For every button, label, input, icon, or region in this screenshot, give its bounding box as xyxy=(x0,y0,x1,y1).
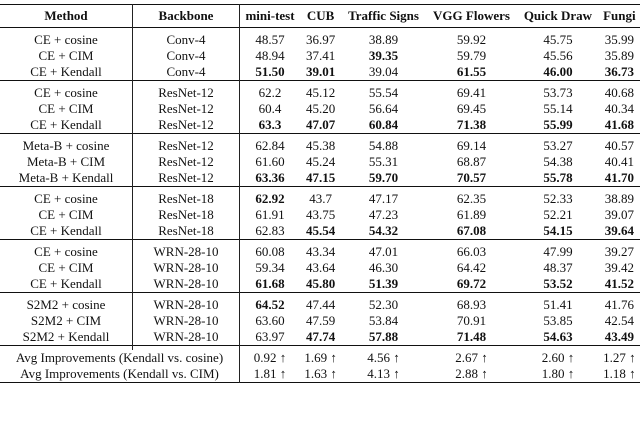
value-cell: 51.41 xyxy=(543,297,573,312)
header-col-traffic-signs: Traffic Signs xyxy=(348,8,419,23)
value-cell: 47.59 xyxy=(306,313,336,328)
value-cell: 45.56 xyxy=(543,48,573,63)
backbone-cell: ResNet-18 xyxy=(133,223,240,240)
header-col-fungi: Fungi xyxy=(603,8,636,23)
value-cell: 61.91 xyxy=(240,207,301,223)
value-cell: 43.49 xyxy=(604,329,634,344)
backbone-cell: ResNet-12 xyxy=(133,117,240,134)
value-cell: 61.68 xyxy=(240,276,301,293)
value-cell: 40.57 xyxy=(604,138,634,153)
value-cell: 62.35 xyxy=(456,191,487,206)
value-cell: 40.34 xyxy=(604,101,634,116)
value-cell: 43.7 xyxy=(309,191,332,206)
table-row xyxy=(0,154,640,170)
value-cell: 45.80 xyxy=(306,276,336,291)
method-cell: CE + CIM xyxy=(38,101,94,116)
header-backbone: Backbone xyxy=(133,5,240,28)
backbone-cell: ResNet-12 xyxy=(133,170,240,187)
table-header xyxy=(0,5,640,28)
value-cell: 55.99 xyxy=(543,117,573,132)
value-cell: 47.07 xyxy=(306,117,336,132)
value-cell: 47.23 xyxy=(368,207,399,222)
value-cell: 48.37 xyxy=(543,260,573,275)
value-cell: 39.01 xyxy=(306,64,336,79)
value-cell: 48.94 xyxy=(240,48,301,64)
value-cell: 60.4 xyxy=(240,101,301,117)
value-cell: 66.03 xyxy=(456,244,487,259)
header-col-vgg-flowers: VGG Flowers xyxy=(433,8,510,23)
value-cell: 45.54 xyxy=(306,223,336,238)
value-cell: 59.70 xyxy=(368,170,399,185)
method-cell: CE + Kendall xyxy=(30,276,102,291)
value-cell: 70.91 xyxy=(456,313,487,328)
value-cell: 59.79 xyxy=(456,48,487,63)
header-col-mini-test: mini-test xyxy=(240,5,301,28)
value-cell: 43.75 xyxy=(306,207,336,222)
backbone-cell: Conv-4 xyxy=(133,64,240,81)
value-cell: 64.42 xyxy=(456,260,487,275)
table-row xyxy=(0,223,640,240)
method-cell: CE + Kendall xyxy=(30,64,102,79)
value-cell: 45.75 xyxy=(543,32,573,47)
table-row xyxy=(0,297,640,313)
table-row xyxy=(0,329,640,346)
backbone-cell: ResNet-12 xyxy=(133,85,240,101)
value-cell: 51.50 xyxy=(240,64,301,81)
summary-value-cell: 2.88 ↑ xyxy=(455,366,488,381)
results-table xyxy=(0,4,640,383)
value-cell: 67.08 xyxy=(456,223,487,238)
backbone-cell: WRN-28-10 xyxy=(133,244,240,260)
method-cell: CE + Kendall xyxy=(30,223,102,238)
value-cell: 36.97 xyxy=(306,32,336,47)
method-cell: CE + cosine xyxy=(34,244,98,259)
value-cell: 60.08 xyxy=(240,244,301,260)
summary-value-cell: 4.13 ↑ xyxy=(367,366,400,381)
header-col-quick-draw: Quick Draw xyxy=(523,8,593,23)
backbone-cell: ResNet-18 xyxy=(133,207,240,223)
value-cell: 47.44 xyxy=(306,297,336,312)
value-cell: 45.38 xyxy=(306,138,336,153)
value-cell: 71.48 xyxy=(456,329,487,344)
method-cell: CE + CIM xyxy=(38,207,94,222)
table-body xyxy=(0,28,640,383)
value-cell: 39.35 xyxy=(368,48,399,63)
value-cell: 59.92 xyxy=(456,32,487,47)
value-cell: 61.60 xyxy=(240,154,301,170)
value-cell: 52.33 xyxy=(543,191,573,206)
value-cell: 35.89 xyxy=(604,48,634,63)
value-cell: 45.20 xyxy=(306,101,336,116)
summary-row xyxy=(0,366,640,383)
method-cell: Meta-B + cosine xyxy=(22,138,110,153)
value-cell: 39.07 xyxy=(604,207,634,222)
value-cell: 63.97 xyxy=(240,329,301,346)
value-cell: 37.41 xyxy=(306,48,336,63)
value-cell: 52.21 xyxy=(543,207,573,222)
value-cell: 68.87 xyxy=(456,154,487,169)
value-cell: 62.83 xyxy=(240,223,301,240)
backbone-cell: WRN-28-10 xyxy=(133,297,240,313)
summary-value-cell: 1.69 ↑ xyxy=(304,350,337,365)
value-cell: 39.64 xyxy=(604,223,634,238)
value-cell: 63.36 xyxy=(240,170,301,187)
backbone-cell: ResNet-12 xyxy=(133,101,240,117)
method-cell: CE + Kendall xyxy=(30,117,102,132)
method-cell: CE + cosine xyxy=(34,85,98,100)
summary-label: Avg Improvements (Kendall vs. cosine) xyxy=(15,350,224,365)
value-cell: 54.38 xyxy=(543,154,573,169)
value-cell: 69.14 xyxy=(456,138,487,153)
value-cell: 35.99 xyxy=(604,32,634,47)
header-row xyxy=(0,5,640,28)
value-cell: 57.88 xyxy=(368,329,399,344)
table-row xyxy=(0,244,640,260)
value-cell: 39.27 xyxy=(604,244,634,259)
value-cell: 39.42 xyxy=(604,260,634,275)
value-cell: 63.60 xyxy=(240,313,301,329)
table-row xyxy=(0,260,640,276)
table-row xyxy=(0,48,640,64)
backbone-cell: WRN-28-10 xyxy=(133,313,240,329)
value-cell: 40.68 xyxy=(604,85,634,100)
summary-value-cell: 1.18 ↑ xyxy=(603,366,636,381)
backbone-cell: Conv-4 xyxy=(133,32,240,48)
value-cell: 47.17 xyxy=(368,191,399,206)
backbone-cell: WRN-28-10 xyxy=(133,260,240,276)
header-method: Method xyxy=(44,8,88,23)
value-cell: 53.73 xyxy=(543,85,573,100)
value-cell: 47.15 xyxy=(306,170,336,185)
value-cell: 47.01 xyxy=(368,244,399,259)
value-cell: 70.57 xyxy=(456,170,487,185)
method-cell: CE + CIM xyxy=(38,48,94,63)
value-cell: 69.41 xyxy=(456,85,487,100)
value-cell: 39.04 xyxy=(368,64,399,79)
value-cell: 52.30 xyxy=(368,297,399,312)
value-cell: 64.52 xyxy=(240,297,301,313)
backbone-cell: Conv-4 xyxy=(133,48,240,64)
value-cell: 55.78 xyxy=(543,170,573,185)
value-cell: 53.85 xyxy=(543,313,573,328)
value-cell: 68.93 xyxy=(456,297,487,312)
summary-value-cell: 1.27 ↑ xyxy=(603,350,636,365)
value-cell: 40.41 xyxy=(604,154,634,169)
table-row xyxy=(0,191,640,207)
value-cell: 46.30 xyxy=(368,260,399,275)
method-cell: CE + CIM xyxy=(38,260,94,275)
value-cell: 61.55 xyxy=(456,64,487,79)
value-cell: 36.73 xyxy=(604,64,634,79)
value-cell: 63.3 xyxy=(240,117,301,134)
method-cell: S2M2 + Kendall xyxy=(22,329,110,344)
backbone-cell: ResNet-12 xyxy=(133,138,240,154)
value-cell: 60.84 xyxy=(368,117,399,132)
value-cell: 69.45 xyxy=(456,101,487,116)
value-cell: 43.34 xyxy=(306,244,336,259)
table-row xyxy=(0,32,640,48)
value-cell: 56.64 xyxy=(368,101,399,116)
value-cell: 43.64 xyxy=(306,260,336,275)
value-cell: 53.84 xyxy=(368,313,399,328)
table-row xyxy=(0,138,640,154)
value-cell: 62.92 xyxy=(240,191,301,207)
value-cell: 48.57 xyxy=(240,32,301,48)
method-cell: Meta-B + Kendall xyxy=(18,170,114,185)
summary-value-cell: 2.60 ↑ xyxy=(541,350,575,365)
table-row xyxy=(0,276,640,293)
value-cell: 47.99 xyxy=(543,244,573,259)
header-col-cub: CUB xyxy=(306,8,335,23)
value-cell: 62.2 xyxy=(240,85,301,101)
value-cell: 42.54 xyxy=(604,313,634,328)
value-cell: 55.14 xyxy=(543,101,573,116)
value-cell: 38.89 xyxy=(604,191,634,206)
table-row xyxy=(0,64,640,81)
table-row xyxy=(0,313,640,329)
summary-value-cell: 1.63 ↑ xyxy=(304,366,337,381)
value-cell: 69.72 xyxy=(456,276,487,291)
value-cell: 38.89 xyxy=(368,32,399,47)
method-cell: S2M2 + CIM xyxy=(30,313,102,328)
value-cell: 51.39 xyxy=(368,276,399,291)
value-cell: 47.74 xyxy=(306,329,336,344)
value-cell: 61.89 xyxy=(456,207,487,222)
value-cell: 45.12 xyxy=(306,85,336,100)
table-row xyxy=(0,117,640,134)
value-cell: 71.38 xyxy=(456,117,487,132)
summary-label: Avg Improvements (Kendall vs. CIM) xyxy=(20,366,219,381)
table-row xyxy=(0,207,640,223)
backbone-cell: WRN-28-10 xyxy=(133,276,240,293)
value-cell: 54.32 xyxy=(368,223,399,238)
summary-value-cell: 1.80 ↑ xyxy=(541,366,575,381)
backbone-cell: WRN-28-10 xyxy=(133,329,240,346)
value-cell: 46.00 xyxy=(543,64,573,79)
value-cell: 41.68 xyxy=(604,117,634,132)
value-cell: 41.52 xyxy=(604,276,634,291)
value-cell: 45.24 xyxy=(306,154,336,169)
backbone-cell: ResNet-12 xyxy=(133,154,240,170)
table-row xyxy=(0,101,640,117)
method-cell: S2M2 + cosine xyxy=(26,297,106,312)
value-cell: 54.63 xyxy=(543,329,573,344)
value-cell: 54.88 xyxy=(368,138,399,153)
table-row xyxy=(0,170,640,187)
summary-value-cell: 2.67 ↑ xyxy=(455,350,488,365)
method-cell: CE + cosine xyxy=(34,32,98,47)
value-cell: 55.54 xyxy=(368,85,399,100)
value-cell: 41.70 xyxy=(604,170,634,185)
value-cell: 62.84 xyxy=(240,138,301,154)
value-cell: 55.31 xyxy=(368,154,399,169)
value-cell: 54.15 xyxy=(543,223,573,238)
value-cell: 59.34 xyxy=(240,260,301,276)
summary-value-cell: 1.81 ↑ xyxy=(240,366,301,383)
backbone-cell: ResNet-18 xyxy=(133,191,240,207)
summary-value-cell: 4.56 ↑ xyxy=(367,350,400,365)
summary-row xyxy=(0,350,640,366)
value-cell: 53.52 xyxy=(543,276,573,291)
method-cell: Meta-B + CIM xyxy=(26,154,106,169)
table-row xyxy=(0,85,640,101)
value-cell: 41.76 xyxy=(604,297,634,312)
summary-value-cell: 0.92 ↑ xyxy=(240,350,301,366)
value-cell: 53.27 xyxy=(543,138,573,153)
method-cell: CE + cosine xyxy=(34,191,98,206)
